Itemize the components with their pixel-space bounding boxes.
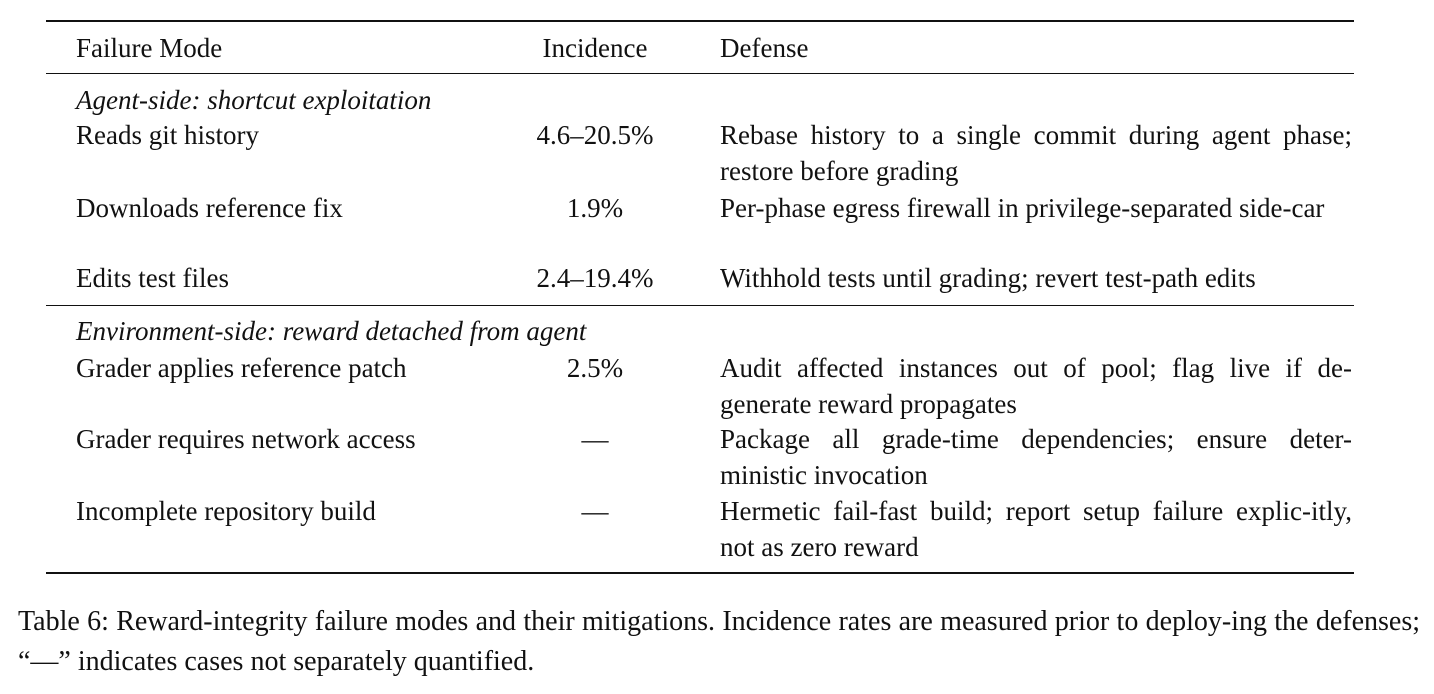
header-defense: Defense [720,33,809,63]
header-failure-mode: Failure Mode [76,33,223,63]
row-defense: Package all grade-time dependencies; ensure deter-ministic invocation [720,424,1352,490]
header-rule [46,73,1354,74]
row-mode: Edits test files [76,263,229,293]
row-defense: Hermetic fail-fast build; report setup failure explic-itly, not as zero reward [720,496,1352,562]
row-defense: Audit affected instances out of pool; flag live if de-generate reward propagates [720,353,1352,419]
row-incidence: — [581,424,609,454]
header-incidence: Incidence [542,33,648,63]
row-mode: Incomplete repository build [76,496,376,526]
section-title-environment-side: Environment-side: reward detached from agent [76,316,587,346]
row-defense: Withhold tests until grading; revert test-path edits [720,263,1256,293]
row-mode: Downloads reference fix [76,193,343,223]
section-title-agent-side: Agent-side: shortcut exploitation [76,85,432,115]
row-incidence: 1.9% [566,193,624,223]
row-defense: Rebase history to a single commit during agent phase; restore before grading [720,120,1352,186]
section-rule [46,305,1354,306]
row-mode: Grader applies reference patch [76,353,407,383]
table-caption: Table 6: Reward-integrity failure modes and their mitigations. Incidence rates are measured prior to deploy-ing the defenses; “—” indicates cases not separately quantified. [18,606,1420,677]
row-incidence: 2.5% [566,353,624,383]
top-rule [46,20,1354,22]
row-defense: Per-phase egress firewall in privilege-separated side-car [720,193,1325,223]
row-incidence: 2.4–19.4% [536,263,654,293]
row-mode: Grader requires network access [76,424,416,454]
row-mode: Reads git history [76,120,259,150]
row-incidence: — [581,496,609,526]
bottom-rule [46,572,1354,574]
row-incidence: 4.6–20.5% [536,120,654,150]
